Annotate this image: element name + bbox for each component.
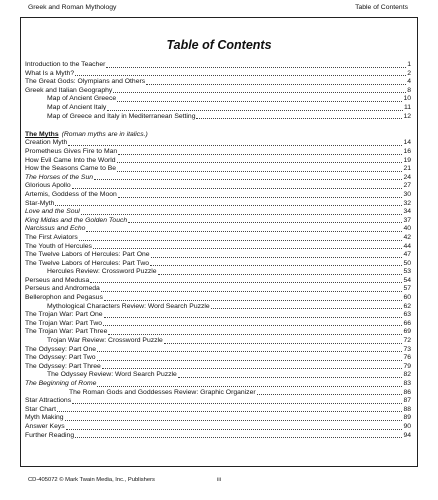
toc-entry xyxy=(25,157,411,166)
toc-entry xyxy=(25,414,411,423)
toc-entry-page-number: 69 xyxy=(403,328,411,336)
toc-entry-title: The Odyssey Review: Word Search Puzzle xyxy=(47,371,177,379)
dot-leader xyxy=(104,317,403,318)
toc-entry-page-number: 60 xyxy=(403,294,411,302)
toc-entry-page-number: 83 xyxy=(403,380,411,388)
toc-entry xyxy=(25,113,411,122)
dot-leader xyxy=(103,325,402,326)
toc-entry xyxy=(25,139,411,148)
toc-entry xyxy=(25,380,411,389)
dot-leader xyxy=(150,265,402,266)
dot-leader xyxy=(81,214,403,215)
toc-entry-page-number: 19 xyxy=(403,156,411,164)
toc-entry xyxy=(25,277,411,286)
toc-entry-title: Greek and Italian Geography xyxy=(25,86,113,94)
toc-entry xyxy=(25,234,411,243)
dot-leader xyxy=(65,420,403,421)
toc-entry-title: The Odyssey: Part One xyxy=(25,345,97,353)
dot-leader xyxy=(72,403,402,404)
toc-entry-title: The Youth of Hercules xyxy=(25,242,92,250)
toc-entry-page-number: 82 xyxy=(403,371,411,379)
toc-entry-title: Further Reading xyxy=(25,431,75,439)
toc-entry-title: Answer Keys xyxy=(25,422,65,430)
dot-leader xyxy=(75,75,406,76)
dot-leader xyxy=(164,343,403,344)
dot-leader xyxy=(211,308,403,309)
toc-entry-page-number: 14 xyxy=(403,139,411,147)
toc-entry-title: Star-Myth xyxy=(25,199,55,207)
toc-entry xyxy=(25,217,411,226)
toc-entry-page-number: 27 xyxy=(403,182,411,190)
toc-entry-title: Myth Making xyxy=(25,414,64,422)
toc-entry-page-number: 54 xyxy=(403,276,411,284)
toc-entry xyxy=(25,268,411,277)
dot-leader xyxy=(86,231,402,232)
toc-entry xyxy=(25,200,411,209)
toc-entry-title: Artemis, Goddess of the Moon xyxy=(25,190,117,198)
dot-leader xyxy=(101,291,403,292)
toc-entry xyxy=(25,225,411,234)
toc-entry-page-number: 50 xyxy=(403,259,411,267)
toc-entry-title: The Trojan War: Part Two xyxy=(25,319,103,327)
toc-entry-page-number: 90 xyxy=(403,422,411,430)
dot-leader xyxy=(118,197,403,198)
myths-section-heading xyxy=(25,130,411,139)
toc-entry-title: What Is a Myth? xyxy=(25,69,75,77)
dot-leader xyxy=(196,118,402,119)
toc-entry xyxy=(25,328,411,337)
toc-entry xyxy=(25,337,411,346)
toc-entry-title: Narcissus and Echo xyxy=(25,225,86,233)
toc-entry-page-number: 37 xyxy=(403,216,411,224)
toc-myths-list xyxy=(25,130,411,440)
toc-entry-title: The Horses of the Sun xyxy=(25,173,94,181)
toc-entry xyxy=(25,389,411,398)
toc-entry xyxy=(25,70,411,79)
toc-entry-page-number: 73 xyxy=(403,345,411,353)
dot-leader xyxy=(178,377,403,378)
toc-entry-title: The Trojan War: Part Three xyxy=(25,328,108,336)
toc-entry-page-number: 34 xyxy=(403,208,411,216)
toc-entry-title: Trojan War Review: Crossword Puzzle xyxy=(47,337,163,345)
footer-publisher: CD-405072 © Mark Twain Media, Inc., Publishers xyxy=(28,477,155,483)
toc-entry xyxy=(25,104,411,113)
toc-entry-page-number: 86 xyxy=(403,388,411,396)
toc-intro-list xyxy=(25,61,411,121)
toc-entry-title: Bellerophon and Pegasus xyxy=(25,294,103,302)
toc-entry-page-number: 53 xyxy=(403,268,411,276)
dot-leader xyxy=(118,154,402,155)
toc-entry-title: Star Attractions xyxy=(25,397,72,405)
dot-leader xyxy=(97,386,402,387)
toc-entry-title: Prometheus Gives Fire to Man xyxy=(25,147,118,155)
toc-entry xyxy=(25,397,411,406)
myths-heading-note: (Roman myths are in italics.) xyxy=(61,131,148,138)
toc-entry-page-number: 4 xyxy=(407,78,411,86)
toc-entry xyxy=(25,182,411,191)
toc-entry-page-number: 79 xyxy=(403,362,411,370)
toc-entry-page-number: 12 xyxy=(403,112,411,120)
toc-entry-title: Map of Ancient Greece xyxy=(47,95,117,103)
running-header-right: Table of Contents xyxy=(355,4,408,11)
toc-entry-title: Mythological Characters Review: Word Search Puzzle xyxy=(47,302,210,310)
toc-entry xyxy=(25,174,411,183)
footer-page-number: iii xyxy=(217,477,221,483)
dot-leader xyxy=(108,334,402,335)
dot-leader xyxy=(90,282,402,283)
toc-entry-page-number: 66 xyxy=(403,319,411,327)
toc-entry-page-number: 72 xyxy=(403,337,411,345)
running-header-left: Greek and Roman Mythology xyxy=(28,4,117,11)
toc-entry-page-number: 57 xyxy=(403,285,411,293)
toc-entry xyxy=(25,285,411,294)
toc-entry-page-number: 44 xyxy=(403,242,411,250)
toc-entry-page-number: 47 xyxy=(403,251,411,259)
toc-entry-page-number: 76 xyxy=(403,354,411,362)
toc-entry-page-number: 21 xyxy=(403,165,411,173)
toc-entry xyxy=(25,406,411,415)
dot-leader xyxy=(146,84,406,85)
toc-entry xyxy=(25,61,411,70)
dot-leader xyxy=(113,92,406,93)
toc-entry xyxy=(25,191,411,200)
dot-leader xyxy=(66,429,403,430)
toc-entry-title: Love and the Soul xyxy=(25,208,80,216)
toc-entry xyxy=(25,294,411,303)
dot-leader xyxy=(57,411,402,412)
toc-entry-page-number: 40 xyxy=(403,225,411,233)
toc-entry xyxy=(25,303,411,312)
toc-entry xyxy=(25,311,411,320)
dot-leader xyxy=(107,110,403,111)
toc-entry xyxy=(25,95,411,104)
toc-entry-title: Map of Greece and Italy in Mediterranean Setting xyxy=(47,112,196,120)
dot-leader xyxy=(117,162,403,163)
dot-leader xyxy=(94,179,402,180)
toc-entry-page-number: 63 xyxy=(403,311,411,319)
dot-leader xyxy=(158,274,403,275)
toc-entry-page-number: 88 xyxy=(403,405,411,413)
toc-entry-title: Perseus and Medusa xyxy=(25,276,90,284)
dot-leader xyxy=(257,394,403,395)
toc-entry xyxy=(25,243,411,252)
toc-entry xyxy=(25,371,411,380)
dot-leader xyxy=(72,188,403,189)
toc-entry xyxy=(25,320,411,329)
toc-entry xyxy=(25,251,411,260)
dot-leader xyxy=(117,101,402,102)
toc-entry xyxy=(25,78,411,87)
toc-entry-title: The Odyssey: Part Three xyxy=(25,362,101,370)
page-title: Table of Contents xyxy=(166,38,272,52)
dot-leader xyxy=(55,205,402,206)
toc-entry-page-number: 11 xyxy=(403,103,411,111)
toc-entry-title: Map of Ancient Italy xyxy=(47,103,107,111)
toc-entry-title: The Great Gods: Olympians and Others xyxy=(25,78,146,86)
myths-heading-label: The Myths xyxy=(25,131,59,138)
toc-entry-title: The Beginning of Rome xyxy=(25,380,97,388)
toc-entry xyxy=(25,423,411,432)
toc-entry-page-number: 10 xyxy=(403,95,411,103)
toc-entry-page-number: 16 xyxy=(403,147,411,155)
toc-entry-title: The Twelve Labors of Hercules: Part Two xyxy=(25,259,150,267)
dot-leader xyxy=(79,240,403,241)
toc-entry-title: King Midas and the Golden Touch xyxy=(25,216,128,224)
toc-entry-title: Perseus and Andromeda xyxy=(25,285,100,293)
toc-entry-page-number: 2 xyxy=(407,69,411,77)
dot-leader xyxy=(106,67,406,68)
toc-entry xyxy=(25,432,411,441)
toc-entry-title: Glorious Apollo xyxy=(25,182,71,190)
toc-entry-page-number: 87 xyxy=(403,397,411,405)
toc-entry-page-number: 24 xyxy=(403,173,411,181)
toc-entry-page-number: 8 xyxy=(407,86,411,94)
toc-entry-page-number: 62 xyxy=(403,302,411,310)
toc-entry-title: Creation Myth xyxy=(25,139,68,147)
dot-leader xyxy=(97,360,403,361)
toc-entry-title: How Evil Came Into the World xyxy=(25,156,116,164)
toc-entry xyxy=(25,260,411,269)
toc-entry-title: Hercules Review: Crossword Puzzle xyxy=(47,268,157,276)
dot-leader xyxy=(104,300,403,301)
dot-leader xyxy=(102,368,403,369)
toc-entry-title: The Roman Gods and Goddesses Review: Graphic Organizer xyxy=(69,388,256,396)
dot-leader xyxy=(97,351,402,352)
toc-entry-title: The First Aviators xyxy=(25,233,78,241)
toc-entry xyxy=(25,354,411,363)
dot-leader xyxy=(151,257,403,258)
toc-entry xyxy=(25,208,411,217)
dot-leader xyxy=(117,171,402,172)
dot-leader xyxy=(68,145,402,146)
dot-leader xyxy=(128,222,402,223)
dot-leader xyxy=(93,248,403,249)
toc-entry-page-number: 42 xyxy=(403,233,411,241)
toc-entry-page-number: 94 xyxy=(403,431,411,439)
toc-entry-title: The Twelve Labors of Hercules: Part One xyxy=(25,251,150,259)
toc-entry-title: Introduction to the Teacher xyxy=(25,61,106,68)
toc-entry-page-number: 30 xyxy=(403,190,411,198)
toc-entry-title: The Trojan War: Part One xyxy=(25,311,103,319)
dot-leader xyxy=(75,437,402,438)
toc-entry-page-number: 32 xyxy=(403,199,411,207)
toc-entry-title: Star Chart xyxy=(25,405,56,413)
toc-entry-title: How the Seasons Came to Be xyxy=(25,165,117,173)
toc-entry-title: The Odyssey: Part Two xyxy=(25,354,96,362)
toc-entry xyxy=(25,346,411,355)
toc-entry xyxy=(25,87,411,96)
toc-entry-page-number: 89 xyxy=(403,414,411,422)
toc-entry xyxy=(25,363,411,372)
toc-entry-page-number: 1 xyxy=(407,61,411,68)
toc-entry xyxy=(25,148,411,157)
toc-entry xyxy=(25,165,411,174)
